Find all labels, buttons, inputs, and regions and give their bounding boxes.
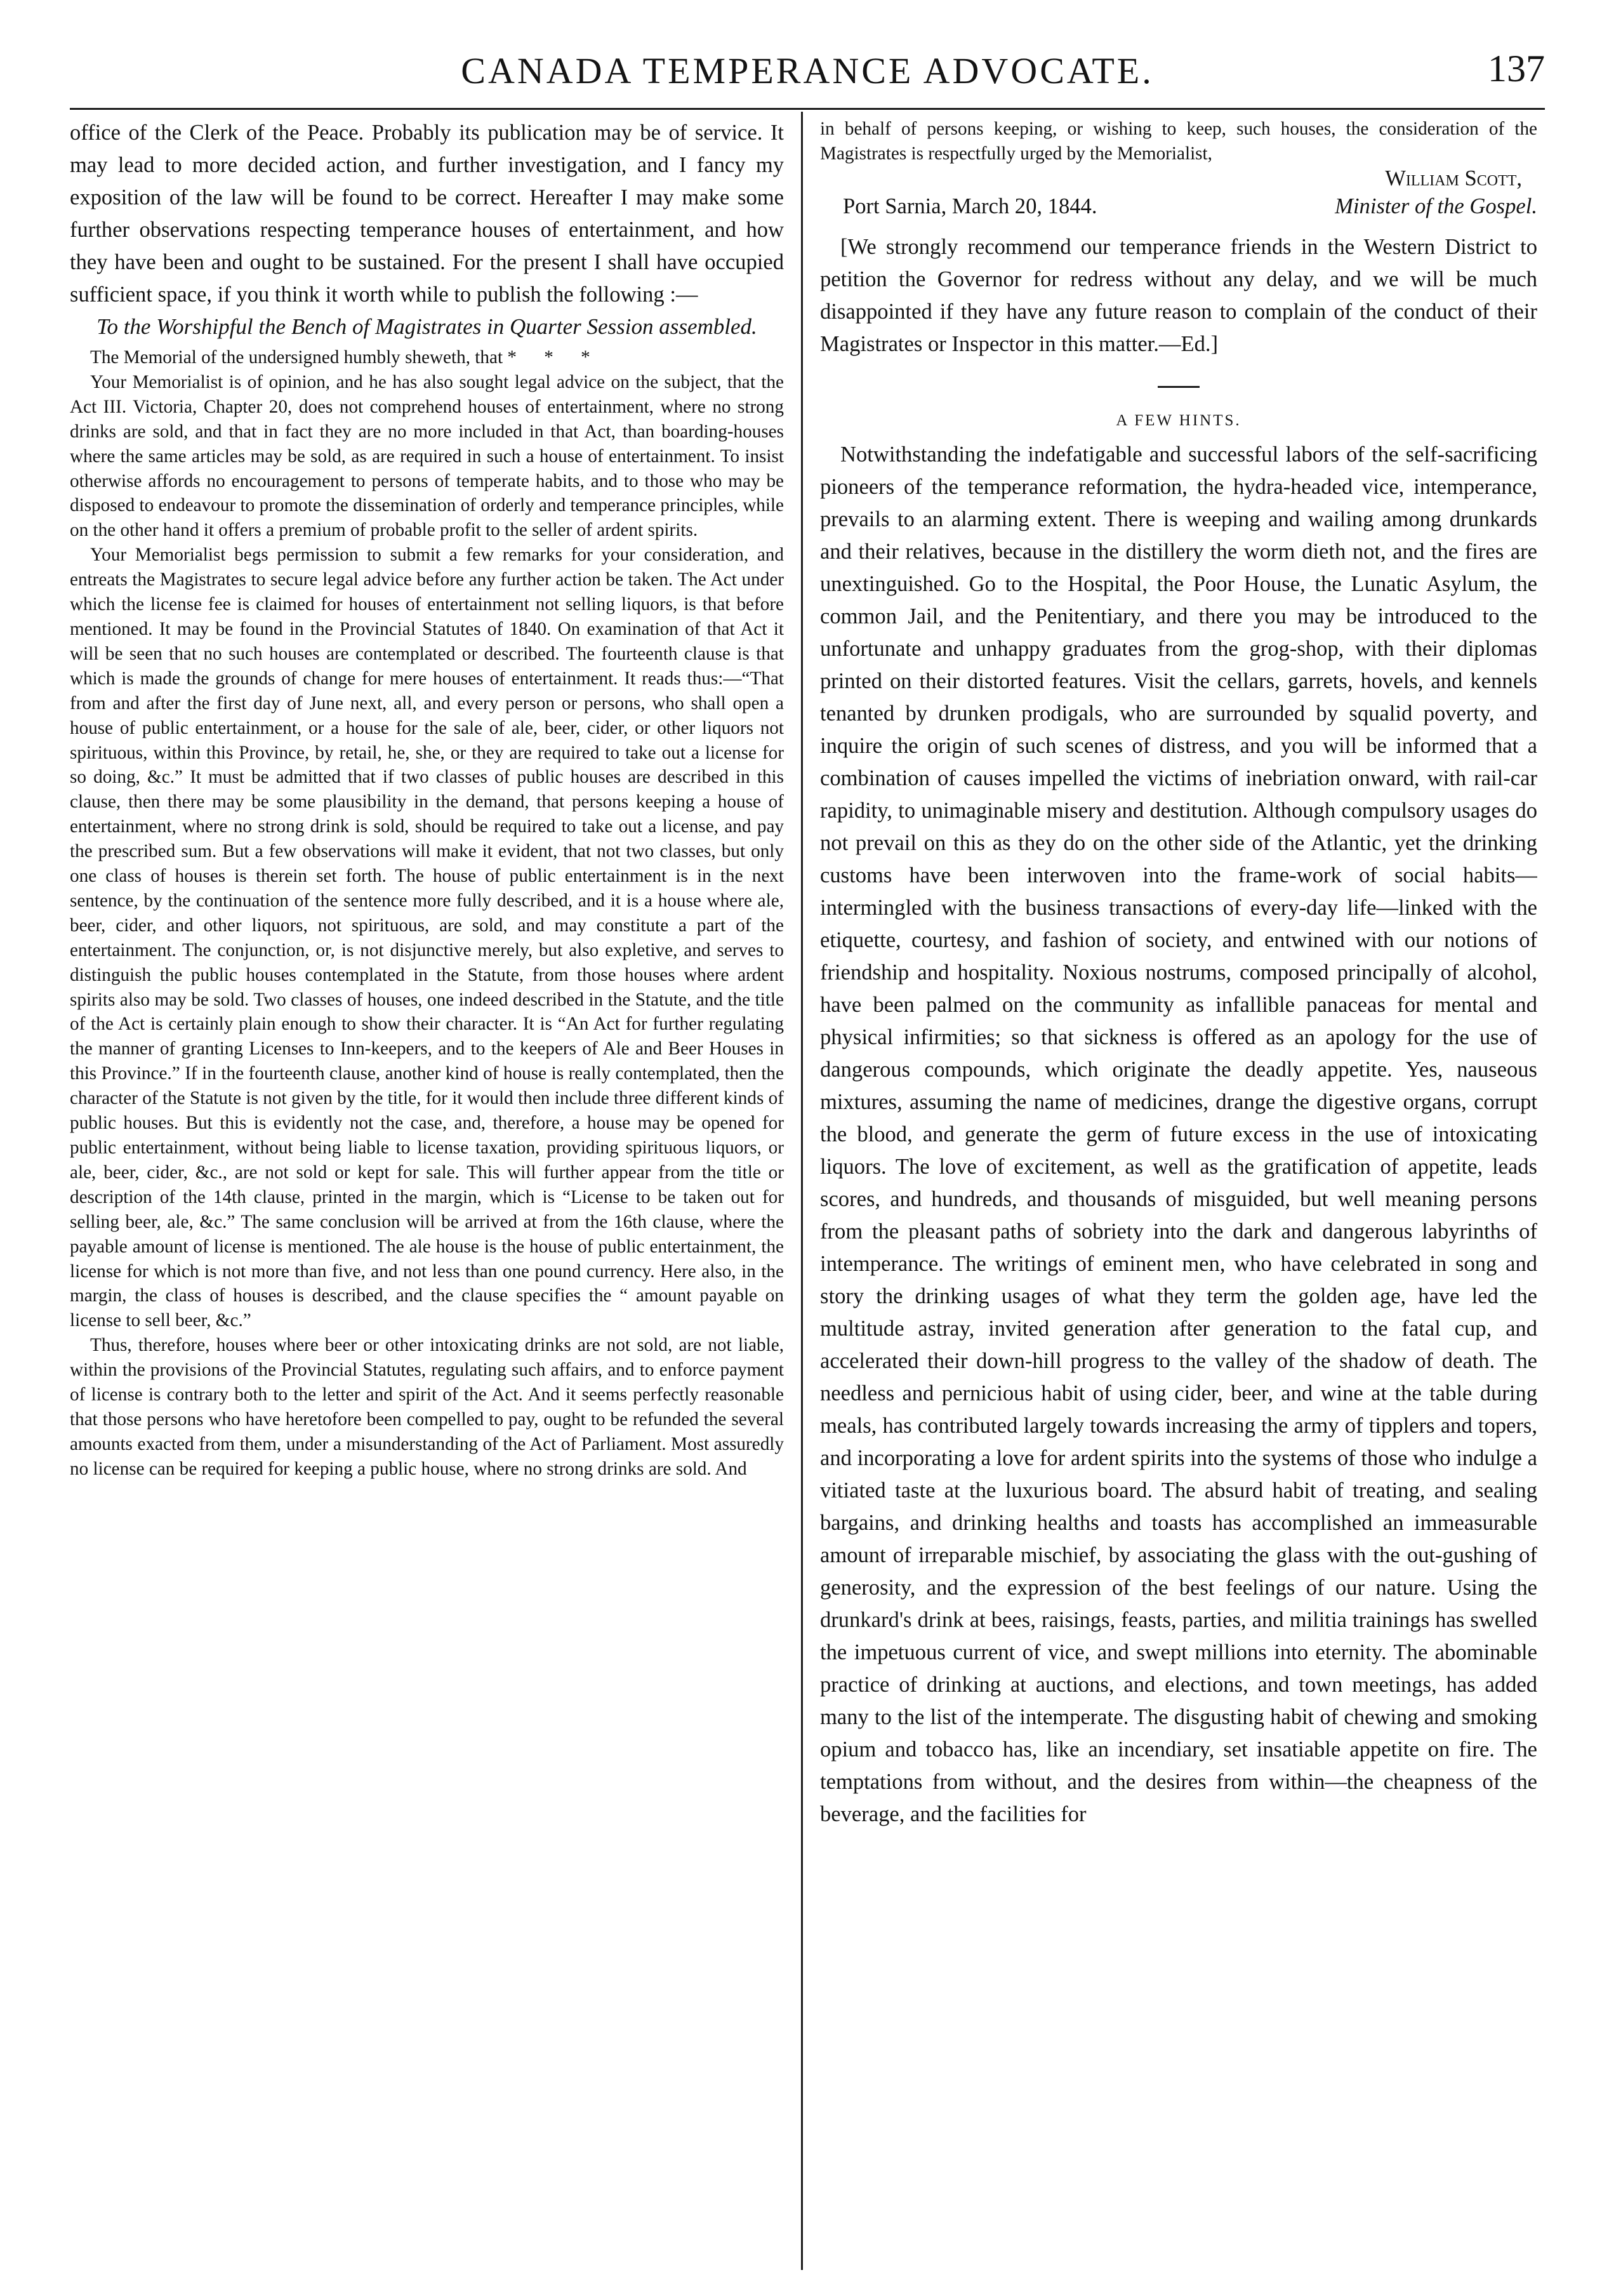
header-rule [70,108,1545,110]
memorial-opening-stars: * * * [507,347,602,368]
memorial-heading: To the Worshipful the Bench of Magistrates in Quarter Session assembled. [96,314,757,339]
section-title: A FEW HINTS. [1116,411,1241,429]
signature-title: Minister of the Gospel. [1335,194,1537,218]
running-title: CANADA TEMPERANCE ADVOCATE. [461,50,1154,91]
left-column [70,117,784,2275]
page-number: 137 [1488,48,1545,90]
memorial-opening [70,345,784,370]
memorial-paragraph-1: Your Memorialist is of opinion, and he has also sought legal advice on the subject, that the Act III. Victoria, Chapter 20, does not comprehend houses of entertainment, where no strong drinks are sold, and that in fact they are no more included in that Act, than boarding-houses where the same articles may be sold, as are required in such a house of entertainment. To insist otherwise affords no encouragement to persons of temperate habits, and to those who may be disposed to endeavour to promote the dissemination of orderly and temperance principles, while on the other hand it offers a premium of probable profit to the seller of ardent spirits. [70,371,784,541]
hints-body: Notwithstanding the indefatigable and successful labors of the self-sacrificing pioneers of the temperance reformation, the hydra-headed vice, intemperance, prevails to an alarming extent. There is weeping and wailing among drunkards and their relatives, because in the distillery the worm dieth not, and the fires are unextinguished. Go to the Hospital, the Poor House, the Lunatic Asylum, the common Jail, and the Penitentiary, and there you may be introduced to the unfortunate and unhappy graduates from the grog-shop, with their diplomas printed on their distorted features. Visit the cellars, garrets, hovels, and kennels tenanted by drunken prodigals, who are surrounded by squalid poverty, and inquire the origin of such scenes of distress, and you will be informed that a combination of causes impelled the victims of inebriation onward, with rail-car rapidity, to unimaginable misery and destitution. Although compulsory usages do not prevail on this as they do on the other side of the Atlantic, yet the drinking customs have been interwoven into the frame-work of social habits—intermingled with the business transactions of every-day life—linked with the etiquette, courtesy, and fashion of society, and entwined with our notions of friendship and hospitality. Noxious nostrums, composed principally of alcohol, have been palmed on the community as infallible panaceas for mental and physical infirmities; so that sickness is offered as an apology for the use of dangerous compounds, which originate the deadly appetite. Yes, nauseous mixtures, assuming the name of medicines, drange the digestive organs, corrupt the blood, and generate the germ of future excess in the use of intoxicating liquors. The love of excitement, as well as the gratification of appetite, leads scores, and hundreds, and thousands of misguided, but well meaning persons from the pleasant paths of sobriety into the dark and dangerous labyrinths of intemperance. The writings of eminent men, who have celebrated in song and story the drinking usages of what they term the golden age, have led the multitude astray, invited generation after generation to the fatal cup, and accelerated their down-hill progress to the valley of the shadow of death. The needless and pernicious habit of using cider, beer, and wine at the table during meals, has contributed largely towards increasing the army of tipplers and topers, and incorporating a love for ardent spirits into the systems of those who indulge a vitiated taste at the luxurious board. The absurd habit of treating, and sealing bargains, and drinking healths and toasts has accomplished an immeasurable amount of irreparable mischief, by associating the glass with the out-gushing of generosity, and the expression of the best feelings of our nature. Using the drunkard's drink at bees, raisings, feasts, parties, and militia trainings has swelled the impetuous current of vice, and swept millions into eternity. The abominable practice of drinking at auctions, and elections, and town meetings, has added many to the list of the intemperate. The disgusting habit of chewing and smoking opium and tobacco has, like an incendiary, set insatiable appetite on fire. The temptations from without, and the desires from within—the cheapness of the beverage, and the facilities for [820,442,1537,1826]
editor-note: [We strongly recommend our temperance friends in the Western District to petition the Governor for redress without any delay, and we will be much disappointed if they have any future reason to complain of the conduct of their Magistrates or Inspector in this matter.—Ed.] [820,234,1537,356]
intro-paragraph: office of the Clerk of the Peace. Probably its publication may be of service. It may lead to more decided action, and further investigation, and I fancy my exposition of the law will be found to be correct. Hereafter I may make some further observations respecting temperance houses of entertainment, and how they have been and ought to be sustained. For the present I shall have occupied sufficient space, if you think it worth while to publish the following :— [70,121,784,307]
page-header [70,38,1545,108]
right-column [820,117,1537,2275]
column-divider [801,112,803,2270]
memorial-continuation: in behalf of persons keeping, or wishing to keep, such houses, the consideration of the Magistrates is respectfully urged by the Memorialist, [820,119,1537,164]
signature-block [820,166,1537,227]
memorial-paragraph-3: Thus, therefore, houses where beer or other intoxicating drinks are not sold, are not liable, within the provisions of the Provincial Statutes, regulating such affairs, and to enforce payment of license is contrary both to the letter and spirit of the Act. And it seems perfectly reasonable that those persons who have heretofore been compelled to pay, ought to be refunded the several amounts exacted from them, under a misunderstanding of the Act of Parliament. Most assuredly no license can be required for keeping a public house, where no strong drinks are sold. And [70,1335,784,1479]
signature-place-date: Port Sarnia, March 20, 1844. [843,194,1097,218]
signature-name: William Scott, [1385,166,1522,190]
memorial-opening-text: The Memorial of the undersigned humbly sheweth, that [90,347,503,368]
section-rule [1158,386,1200,388]
memorial-paragraph-2: Your Memorialist begs permission to submit a few remarks for your consideration, and entreats the Magistrates to secure legal advice before any further action be taken. The Act under which the license fee is claimed for houses of entertainment not selling liquors, is that before mentioned. It may be found in the Provincial Statutes of 1840. On examination of that Act it will be seen that no such houses are contemplated or described. The fourteenth clause is that which is made the grounds of change for mere houses of entertainment. It reads thus:—“That from and after the first day of June next, all, and every person or persons, who shall open a house of public entertainment, or a house for the sale of ale, beer, cider, or other liquors not spirituous, within this Province, by retail, he, she, or they are required to take out a license for so doing, &c.” It must be admitted that if two classes of public houses are described in this clause, then there may be some plausibility in the demand, that persons keeping a house of entertainment, where no strong drink is sold, should be required to take out a license, and pay the prescribed sum. But a few observations will make it evident, that not two classes, but only one class of houses is therein set forth. The house of public entertainment is in the next sentence, by the continuation of the sentence more fully described, and it is a house where ale, beer, cider, and other liquors, not spirituous, are sold, and may constitute a part of the entertainment. The conjunction, or, is not disjunctive merely, but also expletive, and serves to distinguish the public houses contemplated in the Statute, from those houses where ardent spirits also may be sold. Two classes of houses, one indeed described in the Statute, and the title of the Act is certainly plain enough to show their character. It is “An Act for further regulating the manner of granting Licenses to Inn-keepers, and to the keepers of Ale and Beer Houses in this Province.” If in the fourteenth clause, another kind of house is really contemplated, then the character of the Statute is not given by the title, for it would then include three different kinds of public houses. But this is evidently not the case, and, therefore, a house may be opened for public entertainment, without being liable to license taxation, providing spirituous liquors, or ale, beer, cider, &c., are not sold or kept for sale. This will further appear from the title or description of the 14th clause, printed in the margin, which is “License to be taken out for selling beer, ale, &c.” The same conclusion will be arrived at from the 16th clause, where the payable amount of license is mentioned. The ale house is the house of public entertainment, the license for which is not more than five, and not less than one pound currency. Here also, in the margin, the class of houses is described, and the clause specifies the “ amount payable on license to sell beer, &c.” [70,545,784,1331]
